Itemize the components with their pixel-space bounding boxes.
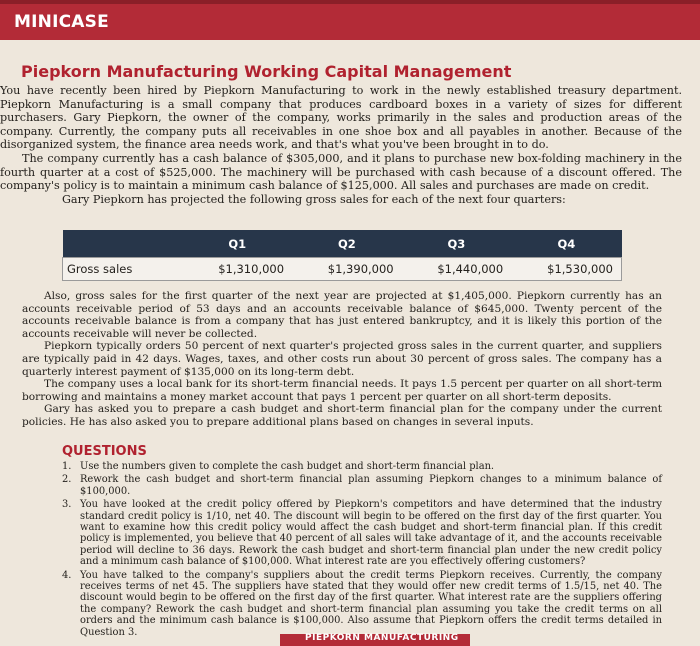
header-top-strip: [0, 0, 700, 4]
questions-list: [62, 461, 662, 640]
header-title: MINICASE: [14, 12, 109, 32]
gross-sales-table: [62, 230, 622, 281]
table-header-q2: Q2: [292, 230, 402, 258]
table-header-row: [63, 230, 622, 258]
question-number: 2.: [62, 474, 72, 486]
list-item: [62, 499, 662, 567]
intro-paragraph-3: Gary Piepkorn has projected the following gross sales for each of the next four quarters:: [62, 192, 566, 206]
body-paragraph-4: Gary has asked you to prepare a cash budget and short-term financial plan for the company under the current policies. He has also asked you to prepare additional plans based on changes in several inputs.: [22, 403, 662, 428]
question-number: 3.: [62, 499, 72, 511]
sales-table-wrapper: [62, 230, 622, 281]
minicase-header-bar: [0, 0, 700, 40]
cell-q1: $1,310,000: [183, 258, 293, 281]
question-text: You have talked to the company's suppliers about the credit terms Piepkorn receives. Currently, the company receives terms of net 45. The suppliers have stated that they would offer new credit terms of 1.5/15, net 40. The discount would begin to be offered on the first day of the first quarter. What interest rate are the suppliers offering the company? Rework the cash budget and short-term financial plan assuming you take the credit terms on all orders and the minimum cash balance is $100,000. Also assume that Piepkorn offers the credit terms detailed in Question 3.: [80, 569, 662, 638]
question-number: 4.: [62, 569, 72, 581]
table-header-q1: Q1: [183, 230, 293, 258]
intro-paragraph-1: You have recently been hired by Piepkorn Manufacturing to work in the newly established treasury department. Piepkorn Manufacturing is a small company that produces cardboard boxes in a variety of sizes for different purchasers. Gary Piepkorn, the owner of the company, works primarily in the sales and production areas of the company. Currently, the company puts all receivables in one shoe box and all payables in another. Because of the disorganized system, the finance area needs work, and that's what you've been brought in to do.: [0, 84, 682, 152]
row-label-gross-sales: Gross sales: [63, 258, 183, 281]
question-text: Use the numbers given to complete the cash budget and short-term financial plan.: [80, 461, 495, 472]
table-header-q4: Q4: [511, 230, 621, 258]
question-text: You have looked at the credit policy offered by Piepkorn's competitors and have determined that the industry standard credit policy is 1/10, net 40. The discount will begin to be offered on the first day of the first quarter. You want to examine how this credit policy would affect the cash budget and short-term financial plan. If this credit policy is implemented, you believe that 40 percent of all sales will take advantage of it, and the accounts receivable period will decline to 36 days. Rework the cash budget and short-term financial plan under the new credit policy and a minimum cash balance of $100,000. What interest rate are you effectively offering customers?: [80, 499, 662, 568]
body-paragraph-3: The company uses a local bank for its short-term financial needs. It pays 1.5 percent per quarter on all short-term borrowing and maintains a money market account that pays 1 percent per quarter on all short-term deposits.: [22, 378, 662, 403]
list-item: [62, 570, 662, 638]
cell-q4: $1,530,000: [511, 258, 621, 281]
footer-running-title: PIEPKORN MANUFACTURING: [305, 633, 459, 643]
case-title: Piepkorn Manufacturing Working Capital Management: [21, 62, 512, 81]
cell-q2: $1,390,000: [292, 258, 402, 281]
body-section: [22, 290, 662, 429]
body-paragraph-1: Also, gross sales for the first quarter of the next year are projected at $1,405,000. Piepkorn currently has an accounts receivable period of 53 days and an accounts receivable balance of $645,000. Twenty percent of the accounts receivable balance is from a company that has just entered bankruptcy, and it is likely this portion of the accounts receivable will never be collected.: [22, 290, 662, 340]
cell-q3: $1,440,000: [402, 258, 512, 281]
intro-section: [0, 84, 682, 206]
table-header-q3: Q3: [402, 230, 512, 258]
list-item: [62, 461, 662, 472]
question-text: Rework the cash budget and short-term financial plan assuming Piepkorn changes to a minimum balance of $100,000.: [80, 474, 662, 497]
list-item: [62, 474, 662, 497]
body-paragraph-2: Piepkorn typically orders 50 percent of next quarter's projected gross sales in the current quarter, and suppliers are typically paid in 42 days. Wages, taxes, and other costs run about 30 percent of gross sales. The company has a quarterly interest payment of $135,000 on its long-term debt.: [22, 340, 662, 378]
question-number: 1.: [62, 461, 72, 472]
intro-paragraph-2: The company currently has a cash balance of $305,000, and it plans to purchase new box-folding machinery in the fourth quarter at a cost of $525,000. The machinery will be purchased with cash because of a discount offered. The company's policy is to maintain a minimum cash balance of $125,000. All sales and purchases are made on credit.: [0, 151, 682, 193]
questions-heading: QUESTIONS: [62, 444, 147, 459]
table-header-empty: [63, 230, 183, 258]
table-row: [63, 258, 622, 281]
